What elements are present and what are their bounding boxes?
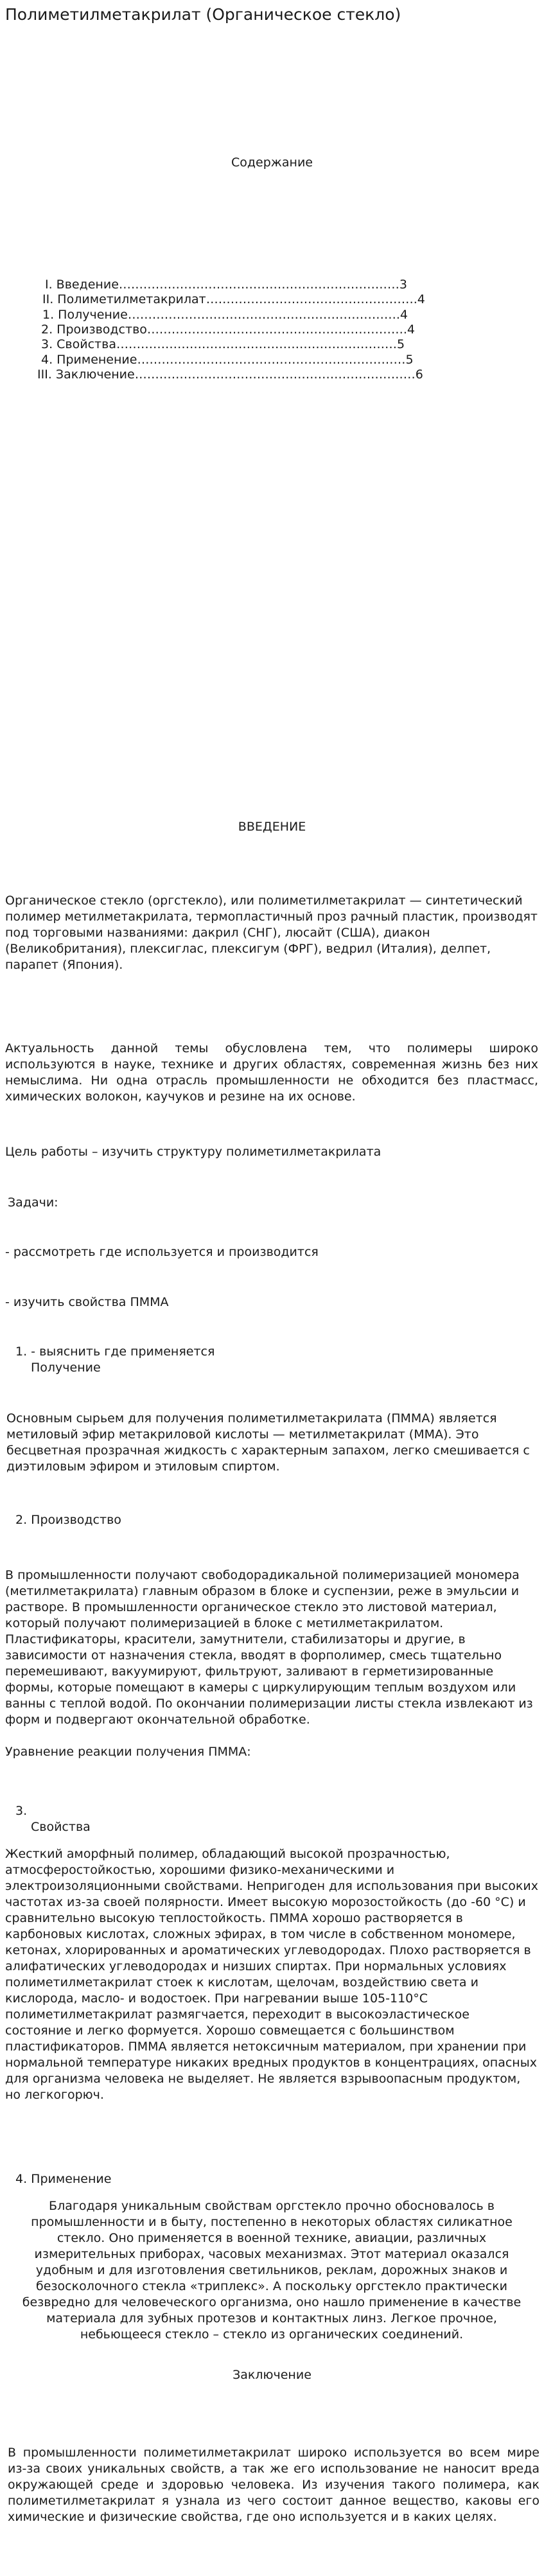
conclusion-paragraph: В промышленности полиметилметакрилат широко используется во всем мире из-за своих уникальных свойств, а так же его использование не наносит вреда окружающей среде и здоровью человека. Из изучения такого полимера, как полиметилметакрилат я узнала из чего состоит данное вещество, каковы его химические и физические свойства, где оно используется и в каких целях. (8, 2446, 540, 2524)
toc-entry-conclusion: III. Заключение……………………………………………………………6 (37, 367, 423, 382)
intro-paragraph-definition: Органическое стекло (оргстекло), или полиметилметакрилат — синтетический полимер метилметакрилата, термопластичный проз рачный пластик, производят под торговыми названиями: дакрил (СНГ), люсайт (США), диакон (Великобритания), плексиглас, плексигум (ФРГ), ведрил (Италия), делпет, парапет (Япония). (5, 894, 538, 972)
intro-paragraph-relevance: Актуальность данной темы обусловлена тем, что полимеры широко используются в науке, технике и других областях, современная жизнь без них немыслима. Ни одна отрасль промышленности не обходится без пластмасс, химических волокон, каучуков и резине на их основе. (5, 1041, 538, 1104)
goal-text: Цель работы – изучить структуру полиметилметакрилата (5, 1145, 382, 1159)
section-heading-properties: Свойства (31, 1820, 91, 1834)
toc-entry-introduction: I. Введение……………………………………………………………3 (45, 278, 407, 292)
list-item-find-application: 1. - выяснить где применяется (15, 1345, 215, 1359)
section-heading-obtaining: Получение (31, 1361, 101, 1375)
conclusion-heading: Заключение (233, 2368, 311, 2382)
reaction-equation-label: Уравнение реакции получения ПММА: (5, 1745, 251, 1759)
section-heading-application: 4. Применение (15, 2172, 112, 2186)
toc-entry-properties: 3. Свойства……………………………………………………………5 (41, 337, 405, 351)
application-paragraph: Благодаря уникальным свойствам оргстекло прочно обосновалось в промышленности и в быту, постепенно в некоторых областях силикатное стекло. Оно применяется в военной технике, авиации, различных измерительных приборах, часовых механизмах. Этот материал оказался удобным и для изготовления светильников, реклам, дорожных знаков и безосколочного стекла «триплекс». А поскольку оргстекло практически безвредно для человеческого организма, оно нашло применение в качестве материала для зубных протезов и контактных линз. Легкое прочное, небьющееся стекло – стекло из органических соединений. (22, 2199, 522, 2342)
properties-paragraph: Жесткий аморфный полимер, обладающий высокой прозрачностью, атмосферостойкостью, хорошими физико-механическими и электроизоляционными свойствами. Непригоден для использования при высоких частотах из-за своей полярности. Имеет высокую морозостойкость (до -60 °С) и сравнительно высокую теплостойкость. ПММА хорошо растворяется в карбоновых кислотах, сложных эфирах, в том числе в собственном мономере, кетонах, хлорированных и ароматических углеводородах. Плохо растворяется в алифатических углеводородах и низших спиртах. При нормальных условиях полиметилметакрилат стоек к кислотам, щелочам, воздействию света и кислорода, масло- и водостоек. При нагревании выше 105-110°С полиметилметакрилат размягчается, переходит в высокоэластическое состояние и легко формуется. Хорошо совмещается с большинством пластификаторов. ПММА является нетоксичным материалом, при хранении при нормальной температуре никаких вредных продуктов в концентрациях, опасных для организма человека не выделяет. Не является взрывоопасным продуктом, но легкогорюч. (5, 1847, 538, 2102)
production-paragraph: В промышленности получают свободорадикальной полимеризацией мономера (метилметакрилата) главным образом в блоке и суспензии, реже в эмульсии и растворе. В промышленности органическое стекло это листовой материал, который получают полимеризацией в блоке с метилметакрилатом. Пластификаторы, красители, замутнители, стабилизаторы и другие, в зависимости от назначения стекла, вводят в форполимер, смесь тщательно перемешивают, вакуумируют, фильтруют, заливают в герметизированные формы, которые помещают в камеры с циркулирующим теплым воздухом или ванны с теплой водой. По окончании полимеризации листы стекла извлекают из форм и подвергают окончательной обработке. (5, 1568, 533, 1727)
tasks-heading: Задачи: (8, 1195, 58, 1210)
contents-heading: Содержание (231, 155, 313, 170)
section-number-properties: 3. (15, 1804, 28, 1818)
toc-entry-obtaining: 1. Получение………………………………………………………….4 (42, 308, 408, 322)
intro-heading: ВВЕДЕНИЕ (238, 820, 306, 834)
section-heading-production: 2. Производство (15, 1513, 121, 1527)
obtaining-paragraph: Основным сырьем для получения полиметилметакрилата (ПММА) является метиловый эфир метакриловой кислоты — метилметакрилат (ММА). Это бесцветная прозрачная жидкость с характерным запахом, легко смешивается с диэтиловым эфиром и этиловым спиртом. (6, 1411, 530, 1474)
task-item-usage: - рассмотреть где используется и производится (5, 1245, 319, 1259)
toc-entry-application: 4. Применение…………………………………………………………5 (41, 353, 414, 367)
page-title: Полиметилметакрилат (Органическое стекло) (5, 5, 401, 24)
toc-entry-production: 2. Производство……………………………………………………….4 (41, 322, 416, 337)
task-item-properties: - изучить свойства ПММА (5, 1295, 169, 1309)
toc-entry-pmma: II. Полиметилметакрилат…………………………………………….4 (42, 292, 425, 306)
